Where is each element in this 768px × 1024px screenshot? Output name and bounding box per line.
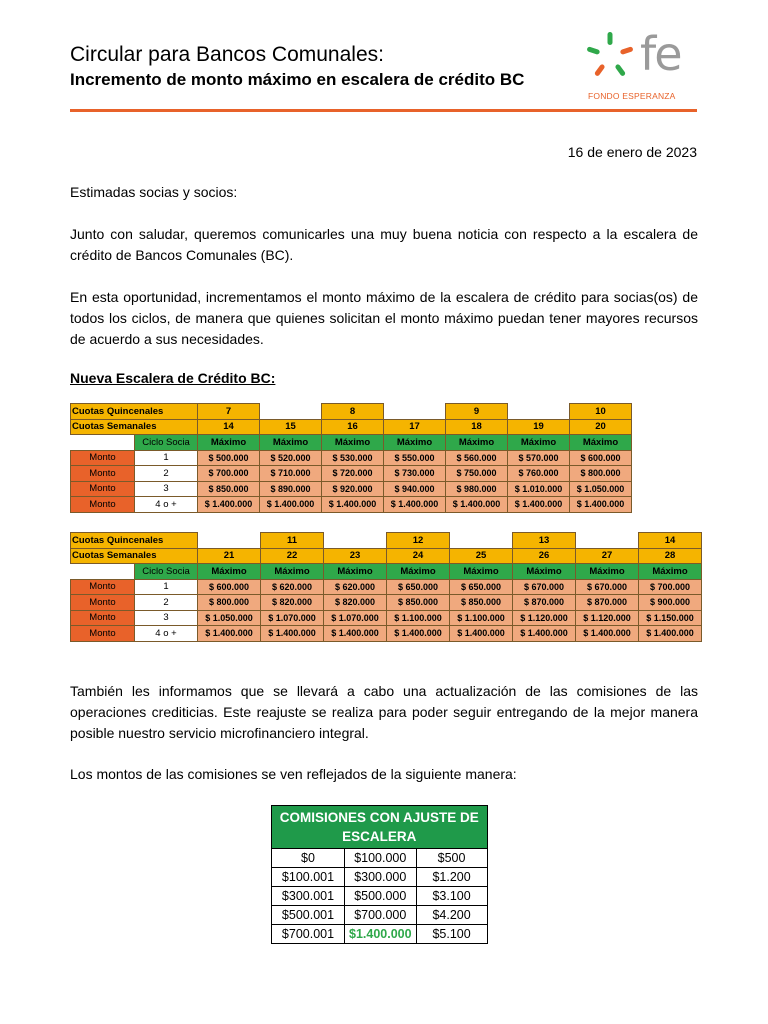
semanales-label: Cuotas Semanales [71, 548, 198, 564]
maximo-header-cell: Máximo [198, 564, 261, 580]
monto-row [71, 497, 632, 513]
monto-value-cell: $ 1.400.000 [639, 626, 702, 642]
quincenal-cell: 14 [639, 533, 702, 549]
paragraph-intro: Junto con saludar, queremos comunicarles una muy buena noticia con respecto a la escalera de crédito de Bancos Comunales (BC). [70, 226, 698, 263]
maximo-header-cell: Máximo [260, 435, 322, 451]
monto-label: Monto [71, 466, 135, 482]
commission-cell: $1.200 [416, 868, 487, 887]
monto-value-cell: $ 570.000 [508, 450, 570, 466]
monto-value-cell: $ 600.000 [198, 579, 261, 595]
monto-value-cell: $ 670.000 [513, 579, 576, 595]
semanales-label: Cuotas Semanales [71, 419, 198, 435]
empty-cell [324, 533, 387, 549]
ciclo-socia-label: Ciclo Socia [135, 564, 198, 580]
ciclo-cell: 4 o + [135, 626, 198, 642]
maximo-header-cell: Máximo [570, 435, 632, 451]
commission-cell: $700.000 [345, 906, 417, 925]
empty-cell [198, 533, 261, 549]
semanal-cell: 18 [446, 419, 508, 435]
empty-cell [71, 435, 135, 451]
empty-cell [450, 533, 513, 549]
monto-row [71, 466, 632, 482]
monto-value-cell: $ 670.000 [576, 579, 639, 595]
empty-cell [384, 404, 446, 420]
monto-value-cell: $ 1.400.000 [513, 626, 576, 642]
monto-value-cell: $ 620.000 [324, 579, 387, 595]
letter-date: 16 de enero de 2023 [567, 144, 697, 160]
circular-title: Circular para Bancos Comunales: [70, 43, 384, 66]
commission-cell: $100.001 [272, 868, 345, 887]
monto-value-cell: $ 550.000 [384, 450, 446, 466]
semanal-cell: 19 [508, 419, 570, 435]
quincenales-row [71, 533, 702, 549]
credit-ladder-table-1 [70, 403, 632, 513]
monto-value-cell: $ 980.000 [446, 481, 508, 497]
monto-value-cell: $ 620.000 [261, 579, 324, 595]
credit-ladder-table-2 [70, 532, 702, 642]
commission-cell: $700.001 [272, 925, 345, 944]
maximo-header-row [71, 564, 702, 580]
quincenal-cell: 7 [198, 404, 260, 420]
monto-row [71, 450, 632, 466]
monto-value-cell: $ 1.400.000 [384, 497, 446, 513]
quincenales-label: Cuotas Quincenales [71, 404, 198, 420]
maximo-header-cell: Máximo [387, 564, 450, 580]
semanal-cell: 25 [450, 548, 513, 564]
monto-value-cell: $ 1.120.000 [576, 610, 639, 626]
quincenal-cell: 13 [513, 533, 576, 549]
semanal-cell: 14 [198, 419, 260, 435]
monto-value-cell: $ 1.150.000 [639, 610, 702, 626]
monto-value-cell: $ 820.000 [261, 595, 324, 611]
commission-cell: $500.000 [345, 887, 417, 906]
monto-value-cell: $ 1.400.000 [322, 497, 384, 513]
commission-cell: $500.001 [272, 906, 345, 925]
monto-value-cell: $ 870.000 [576, 595, 639, 611]
monto-label: Monto [71, 595, 135, 611]
monto-value-cell: $ 1.400.000 [260, 497, 322, 513]
empty-cell [508, 404, 570, 420]
commission-cell: $5.100 [416, 925, 487, 944]
section-title-escalera: Nueva Escalera de Crédito BC: [70, 370, 276, 386]
maximo-header-cell: Máximo [198, 435, 260, 451]
semanal-cell: 24 [387, 548, 450, 564]
monto-value-cell: $ 1.100.000 [450, 610, 513, 626]
maximo-header-cell: Máximo [450, 564, 513, 580]
monto-value-cell: $ 1.400.000 [198, 626, 261, 642]
monto-label: Monto [71, 610, 135, 626]
quincenal-cell: 11 [261, 533, 324, 549]
monto-value-cell: $ 720.000 [322, 466, 384, 482]
empty-cell [576, 533, 639, 549]
maximo-header-cell: Máximo [446, 435, 508, 451]
paragraph-commissions: También les informamos que se llevará a cabo una actualización de las comisiones de las operaciones crediticias. Este reajuste se realiza para poder seguir entregando de la mejor manera posible nuestro servicio microfinanciero integral. [70, 683, 698, 741]
semanal-cell: 22 [261, 548, 324, 564]
ciclo-cell: 4 o + [135, 497, 198, 513]
monto-value-cell: $ 1.120.000 [513, 610, 576, 626]
commission-row [272, 925, 488, 944]
monto-value-cell: $ 600.000 [570, 450, 632, 466]
monto-value-cell: $ 1.050.000 [198, 610, 261, 626]
ciclo-cell: 1 [135, 579, 198, 595]
monto-value-cell: $ 1.050.000 [570, 481, 632, 497]
monto-row [71, 595, 702, 611]
maximo-header-cell: Máximo [322, 435, 384, 451]
semanal-cell: 27 [576, 548, 639, 564]
circular-subtitle: Incremento de monto máximo en escalera de crédito BC [70, 70, 525, 89]
semanal-cell: 26 [513, 548, 576, 564]
commissions-header-row [272, 806, 488, 849]
monto-value-cell: $ 750.000 [446, 466, 508, 482]
monto-value-cell: $ 1.400.000 [198, 497, 260, 513]
quincenales-row [71, 404, 632, 420]
monto-row [71, 481, 632, 497]
monto-label: Monto [71, 481, 135, 497]
commission-cell: $4.200 [416, 906, 487, 925]
monto-value-cell: $ 940.000 [384, 481, 446, 497]
monto-value-cell: $ 870.000 [513, 595, 576, 611]
monto-value-cell: $ 1.400.000 [261, 626, 324, 642]
ciclo-cell: 1 [135, 450, 198, 466]
monto-value-cell: $ 1.100.000 [387, 610, 450, 626]
commission-row [272, 887, 488, 906]
semanal-cell: 16 [322, 419, 384, 435]
empty-cell [260, 404, 322, 420]
monto-value-cell: $ 920.000 [322, 481, 384, 497]
paragraph-commissions-intro: Los montos de las comisiones se ven reflejados de la siguiente manera: [70, 766, 517, 782]
monto-value-cell: $ 710.000 [260, 466, 322, 482]
monto-row [71, 610, 702, 626]
ciclo-socia-label: Ciclo Socia [135, 435, 198, 451]
semanal-cell: 20 [570, 419, 632, 435]
monto-value-cell: $ 800.000 [198, 595, 261, 611]
commission-cell: $100.000 [345, 849, 417, 868]
monto-value-cell: $ 1.400.000 [387, 626, 450, 642]
maximo-header-cell: Máximo [324, 564, 387, 580]
quincenal-cell: 10 [570, 404, 632, 420]
commission-row [272, 906, 488, 925]
monto-value-cell: $ 1.010.000 [508, 481, 570, 497]
monto-value-cell: $ 1.070.000 [324, 610, 387, 626]
semanales-row [71, 548, 702, 564]
monto-value-cell: $ 850.000 [450, 595, 513, 611]
quincenal-cell: 12 [387, 533, 450, 549]
semanal-cell: 28 [639, 548, 702, 564]
ciclo-cell: 3 [135, 481, 198, 497]
commission-cell: $3.100 [416, 887, 487, 906]
commission-row [272, 868, 488, 887]
monto-value-cell: $ 500.000 [198, 450, 260, 466]
monto-value-cell: $ 1.400.000 [508, 497, 570, 513]
ciclo-cell: 2 [135, 595, 198, 611]
monto-value-cell: $ 700.000 [639, 579, 702, 595]
monto-value-cell: $ 760.000 [508, 466, 570, 482]
monto-value-cell: $ 730.000 [384, 466, 446, 482]
monto-value-cell: $ 890.000 [260, 481, 322, 497]
semanal-cell: 15 [260, 419, 322, 435]
monto-row [71, 626, 702, 642]
monto-value-cell: $ 1.400.000 [446, 497, 508, 513]
maximo-header-cell: Máximo [576, 564, 639, 580]
monto-value-cell: $ 900.000 [639, 595, 702, 611]
commission-row [272, 849, 488, 868]
logo-letters: fe [640, 27, 681, 81]
monto-value-cell: $ 530.000 [322, 450, 384, 466]
commissions-table [271, 805, 488, 944]
maximo-header-cell: Máximo [261, 564, 324, 580]
monto-value-cell: $ 700.000 [198, 466, 260, 482]
commission-cell: $0 [272, 849, 345, 868]
commissions-title: COMISIONES CON AJUSTE DE ESCALERA [272, 806, 488, 849]
monto-value-cell: $ 1.070.000 [261, 610, 324, 626]
monto-value-cell: $ 800.000 [570, 466, 632, 482]
monto-value-cell: $ 1.400.000 [450, 626, 513, 642]
commission-cell: $1.400.000 [345, 925, 417, 944]
ciclo-cell: 3 [135, 610, 198, 626]
monto-value-cell: $ 820.000 [324, 595, 387, 611]
semanal-cell: 21 [198, 548, 261, 564]
commission-cell: $300.000 [345, 868, 417, 887]
maximo-header-cell: Máximo [508, 435, 570, 451]
monto-value-cell: $ 650.000 [450, 579, 513, 595]
monto-value-cell: $ 520.000 [260, 450, 322, 466]
monto-value-cell: $ 1.400.000 [576, 626, 639, 642]
maximo-header-cell: Máximo [639, 564, 702, 580]
monto-value-cell: $ 560.000 [446, 450, 508, 466]
semanales-row [71, 419, 632, 435]
monto-label: Monto [71, 450, 135, 466]
monto-value-cell: $ 1.400.000 [324, 626, 387, 642]
monto-value-cell: $ 850.000 [198, 481, 260, 497]
maximo-header-row [71, 435, 632, 451]
monto-label: Monto [71, 626, 135, 642]
monto-row [71, 579, 702, 595]
maximo-header-cell: Máximo [384, 435, 446, 451]
header-divider [70, 109, 697, 112]
monto-label: Monto [71, 497, 135, 513]
paragraph-increment: En esta oportunidad, incrementamos el monto máximo de la escalera de crédito para socias(os) de todos los ciclos, de manera que quienes solicitan el monto máximo puedan tener mayores recursos de acuerdo a sus necesidades. [70, 289, 698, 347]
greeting: Estimadas socias y socios: [70, 184, 238, 200]
monto-label: Monto [71, 579, 135, 595]
commission-cell: $500 [416, 849, 487, 868]
monto-value-cell: $ 850.000 [387, 595, 450, 611]
empty-cell [71, 564, 135, 580]
semanal-cell: 17 [384, 419, 446, 435]
semanal-cell: 23 [324, 548, 387, 564]
maximo-header-cell: Máximo [513, 564, 576, 580]
ciclo-cell: 2 [135, 466, 198, 482]
quincenal-cell: 9 [446, 404, 508, 420]
monto-value-cell: $ 1.400.000 [570, 497, 632, 513]
monto-value-cell: $ 650.000 [387, 579, 450, 595]
commission-cell: $300.001 [272, 887, 345, 906]
logo-caption: FONDO ESPERANZA [588, 91, 676, 101]
quincenales-label: Cuotas Quincenales [71, 533, 198, 549]
quincenal-cell: 8 [322, 404, 384, 420]
